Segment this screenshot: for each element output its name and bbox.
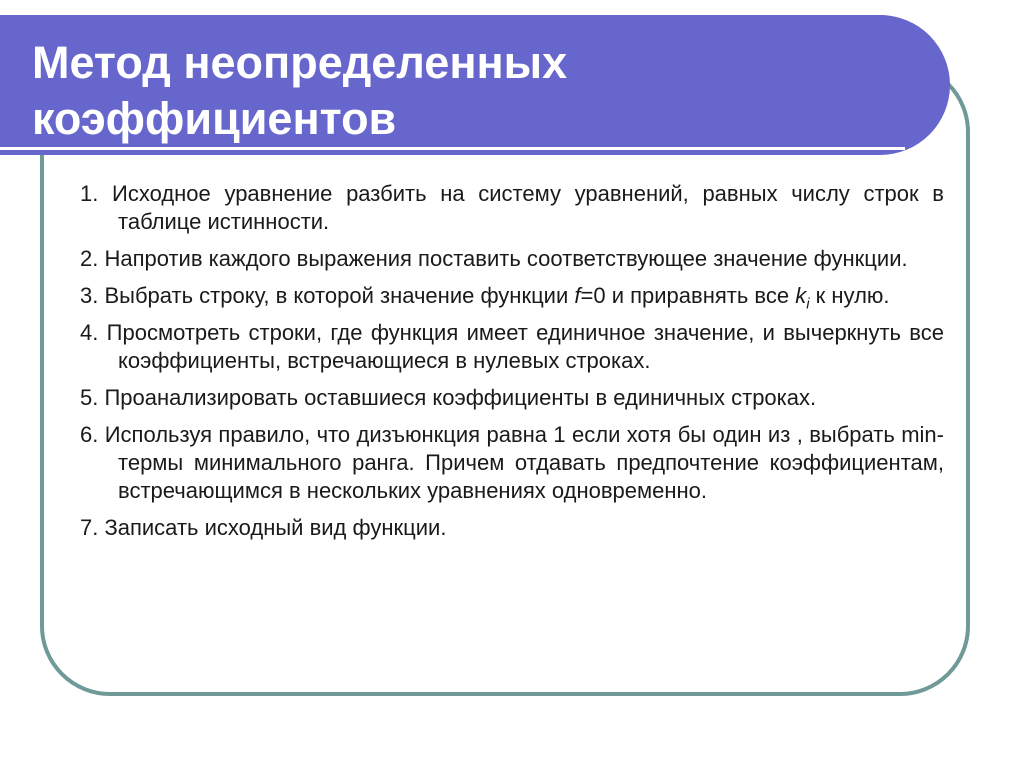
step-7: 7. Записать исходный вид функции. bbox=[80, 515, 447, 540]
slide-title-line-1: Метод неопределенных bbox=[32, 37, 568, 88]
step-3-part-3: к нулю. bbox=[809, 283, 890, 308]
step-3 bbox=[80, 282, 944, 313]
steps-list bbox=[80, 180, 944, 551]
title-underline bbox=[0, 147, 905, 150]
step-3-k-symbol: k bbox=[795, 283, 807, 308]
slide-title bbox=[32, 35, 567, 147]
step-4: 4. Просмотреть строки, где функция имеет единичное значение, и вычеркнуть все коэффициенты, встречающиеся в нулевых строках. bbox=[80, 320, 944, 373]
step-3-k-subscript: i bbox=[806, 295, 810, 313]
step-6: 6. Используя правило, что дизъюнкция равна 1 если хотя бы один из , выбрать min-термы минимального ранга. Причем отдавать предпочтение коэффициентам, встречающимся в нескольких уравнениях одновременно. bbox=[80, 422, 944, 503]
step-2: 2. Напротив каждого выражения поставить соответствующее значение функции. bbox=[80, 246, 908, 271]
step-3-f-symbol: f bbox=[574, 283, 581, 308]
step-5: 5. Проанализировать оставшиеся коэффициенты в единичных строках. bbox=[80, 385, 817, 410]
step-3-part-2: =0 и приравнять все bbox=[580, 283, 796, 308]
slide-title-line-2: коэффициентов bbox=[32, 93, 397, 144]
step-1: 1. Исходное уравнение разбить на систему уравнений, равных числу строк в таблице истинности. bbox=[80, 181, 944, 234]
step-3-part-1: 3. Выбрать строку, в которой значение функции bbox=[80, 283, 575, 308]
title-bar bbox=[0, 15, 950, 155]
